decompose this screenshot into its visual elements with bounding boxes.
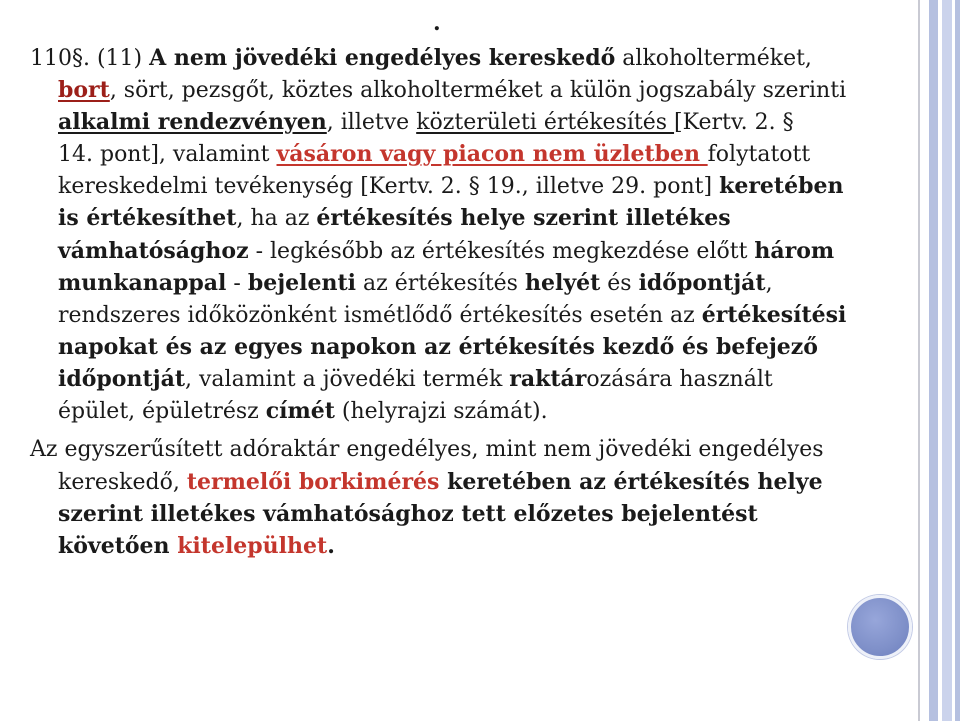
stripe-band bbox=[942, 0, 952, 721]
bold-text: szerint illetékes vámhatósághoz tett előzetes bejelentést bbox=[58, 501, 758, 528]
text-line bbox=[0, 202, 912, 234]
bold-text: A nem jövedéki engedélyes kereskedő bbox=[149, 45, 616, 71]
decorative-circle-icon bbox=[848, 595, 912, 659]
bold-text: keretében bbox=[719, 173, 844, 200]
bold-text: helyét bbox=[524, 269, 601, 296]
bold-text: raktár bbox=[509, 365, 587, 392]
text-segment: , illetve bbox=[326, 110, 417, 136]
text-segment: alkoholterméket, bbox=[615, 46, 812, 71]
bold-text: bejelenti bbox=[247, 269, 357, 296]
text-line bbox=[0, 235, 912, 267]
bold-text: is értékesíthet bbox=[58, 205, 237, 232]
stripe-band bbox=[955, 0, 960, 721]
text-line bbox=[0, 331, 912, 363]
text-line bbox=[0, 170, 912, 202]
bold-underlined-text: alkalmi rendezvényen bbox=[58, 109, 327, 136]
text-segment: , ha az bbox=[236, 206, 317, 232]
text-line bbox=[0, 466, 912, 498]
bold-text: három bbox=[754, 237, 835, 264]
slide-body-text bbox=[0, 42, 912, 563]
text-segment: - legkésőbb az értékesítés megkezdése előtt bbox=[248, 238, 755, 264]
text-segment: az értékesítés bbox=[356, 270, 525, 296]
bold-text: címét bbox=[265, 398, 335, 425]
text-segment: épület, épületrész bbox=[58, 399, 266, 425]
bold-text: napokat és az egyes napokon az értékesítés kezdő és befejező bbox=[58, 333, 818, 360]
highlighted-underlined-term: bort bbox=[58, 77, 110, 104]
text-line bbox=[0, 106, 912, 138]
bold-text: követően bbox=[58, 533, 178, 560]
highlighted-underlined-term: vásáron vagy piacon nem üzletben bbox=[276, 141, 708, 168]
text-segment: és bbox=[600, 270, 639, 296]
bold-text: munkanappal bbox=[58, 269, 227, 296]
text-segment: - bbox=[226, 270, 248, 296]
text-line bbox=[0, 498, 912, 530]
text-line bbox=[0, 395, 912, 427]
text-segment: (helyrajzi számát). bbox=[334, 399, 548, 425]
text-line bbox=[0, 42, 912, 74]
text-segment: folytatott bbox=[707, 142, 811, 168]
text-segment: [Kertv. 2. § bbox=[674, 110, 794, 136]
text-segment: , bbox=[765, 270, 773, 296]
top-mark: . bbox=[433, 10, 441, 36]
stripe-band bbox=[929, 0, 938, 721]
text-line bbox=[0, 138, 912, 170]
text-segment: , valamint a jövedéki termék bbox=[185, 366, 510, 392]
underlined-text: közterületi értékesítés bbox=[416, 110, 675, 136]
text-segment: ozására használt bbox=[586, 366, 773, 392]
text-segment: kereskedelmi tevékenység [Kertv. 2. § 19., illetve 29. pont] bbox=[58, 174, 720, 200]
bold-text: vámhatósághoz bbox=[58, 237, 249, 264]
paragraph-1 bbox=[0, 42, 912, 427]
bold-text: értékesítési bbox=[701, 301, 847, 328]
bold-text: értékesítés helye szerint illetékes bbox=[316, 205, 731, 232]
highlighted-term: termelői borkimérés bbox=[186, 469, 440, 496]
paragraph-2 bbox=[0, 434, 912, 562]
bold-text: időpontját bbox=[58, 365, 186, 392]
text-segment: rendszeres időközönként ismétlődő értékesítés esetén az bbox=[58, 302, 702, 328]
text-line bbox=[0, 74, 912, 106]
bold-text: keretében az értékesítés helye bbox=[439, 469, 823, 496]
highlighted-term: kitelepülhet bbox=[177, 533, 328, 560]
stripe-gap bbox=[920, 0, 929, 721]
text-line bbox=[0, 267, 912, 299]
text-line bbox=[0, 530, 912, 562]
bold-text: időpontját bbox=[638, 269, 766, 296]
text-line bbox=[0, 363, 912, 395]
text-segment: kereskedő, bbox=[58, 470, 187, 496]
bold-text: . bbox=[327, 533, 335, 560]
text-segment: 14. pont], valamint bbox=[58, 142, 277, 168]
text-line bbox=[0, 299, 912, 331]
text-line bbox=[0, 434, 912, 466]
text-segment: Az egyszerűsített adóraktár engedélyes, mint nem jövedéki engedélyes bbox=[30, 437, 824, 463]
text-segment: , sört, pezsgőt, köztes alkoholterméket a külön jogszabály szerinti bbox=[109, 78, 847, 104]
text-segment: 110§. (11) bbox=[30, 46, 150, 71]
